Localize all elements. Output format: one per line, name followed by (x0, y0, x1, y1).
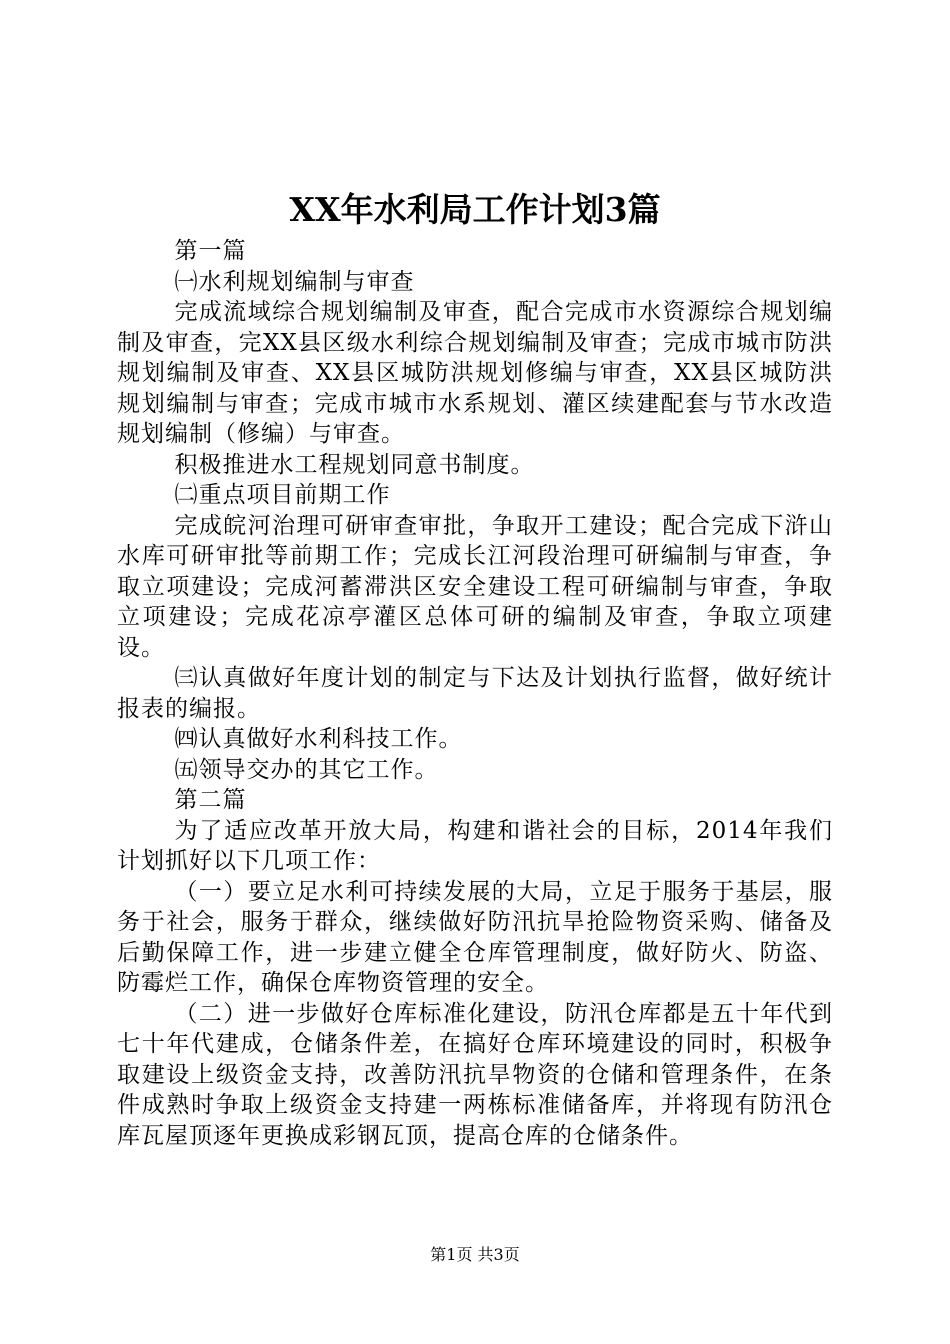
body-paragraph: ㈤领导交办的其它工作。 (174, 756, 439, 783)
body-paragraph: 完成流域综合规划编制及审查，配合完成市水资源综合规划编制及审查，完XX县区级水利综合规划编制及审查；完成市城市防洪规划编制及审查、XX县区城防洪规划修编与审查，XX县区城防洪规划编制与审查；完成市城市水系规划、灌区续建配套与节水改造规划编制（修编）与审查。 (117, 299, 833, 447)
page-footer: 第1页 共3页 (430, 1245, 520, 1264)
subsection-heading: ㈠水利规划编制与审查 (174, 268, 415, 295)
body-paragraph: （二）进一步做好仓库标准化建设，防汛仓库都是五十年代到七十年代建成，仓储条件差，在搞好仓库环境建设的同时，积极争取建设上级资金支持，改善防汛抗旱物资的仓储和管理条件，在条件成熟时争取上级资金支持建一两栋标准储备库，并将现有防汛仓库瓦屋顶逐年更换成彩钢瓦顶，提高仓库的仓储条件。 (117, 1000, 833, 1149)
section-heading-2: 第二篇 (174, 787, 247, 813)
body-paragraph: 积极推进水工程规划同意书制度。 (174, 451, 535, 478)
document-title: XX年水利局工作计划3篇 (289, 190, 661, 229)
section-heading-1: 第一篇 (174, 238, 247, 264)
body-paragraph: 完成皖河治理可研审查审批，争取开工建设；配合完成下浒山水库可研审批等前期工作；完成长江河段治理可研编制与审查，争取立项建设；完成河蓄滞洪区安全建设工程可研编制与审查，争取立项建设；完成花凉亭灌区总体可研的编制及审查，争取立项建设。 (117, 512, 833, 661)
subsection-heading: ㈡重点项目前期工作 (174, 482, 391, 508)
body-paragraph: （一）要立足水利可持续发展的大局，立足于服务于基层，服务于社会，服务于群众，继续做好防汛抗旱抢险物资采购、储备及后勤保障工作，进一步建立健全仓库管理制度，做好防火、防盗、防霉烂工作，确保仓库物资管理的安全。 (117, 878, 833, 996)
document-body (117, 236, 833, 1151)
body-paragraph: 为了适应改革开放大局，构建和谐社会的目标，2014年我们计划抓好以下几项工作： (117, 817, 833, 874)
body-paragraph: ㈣认真做好水利科技工作。 (174, 726, 463, 752)
body-paragraph: ㈢认真做好年度计划的制定与下达及计划执行监督，做好统计报表的编报。 (117, 665, 833, 722)
